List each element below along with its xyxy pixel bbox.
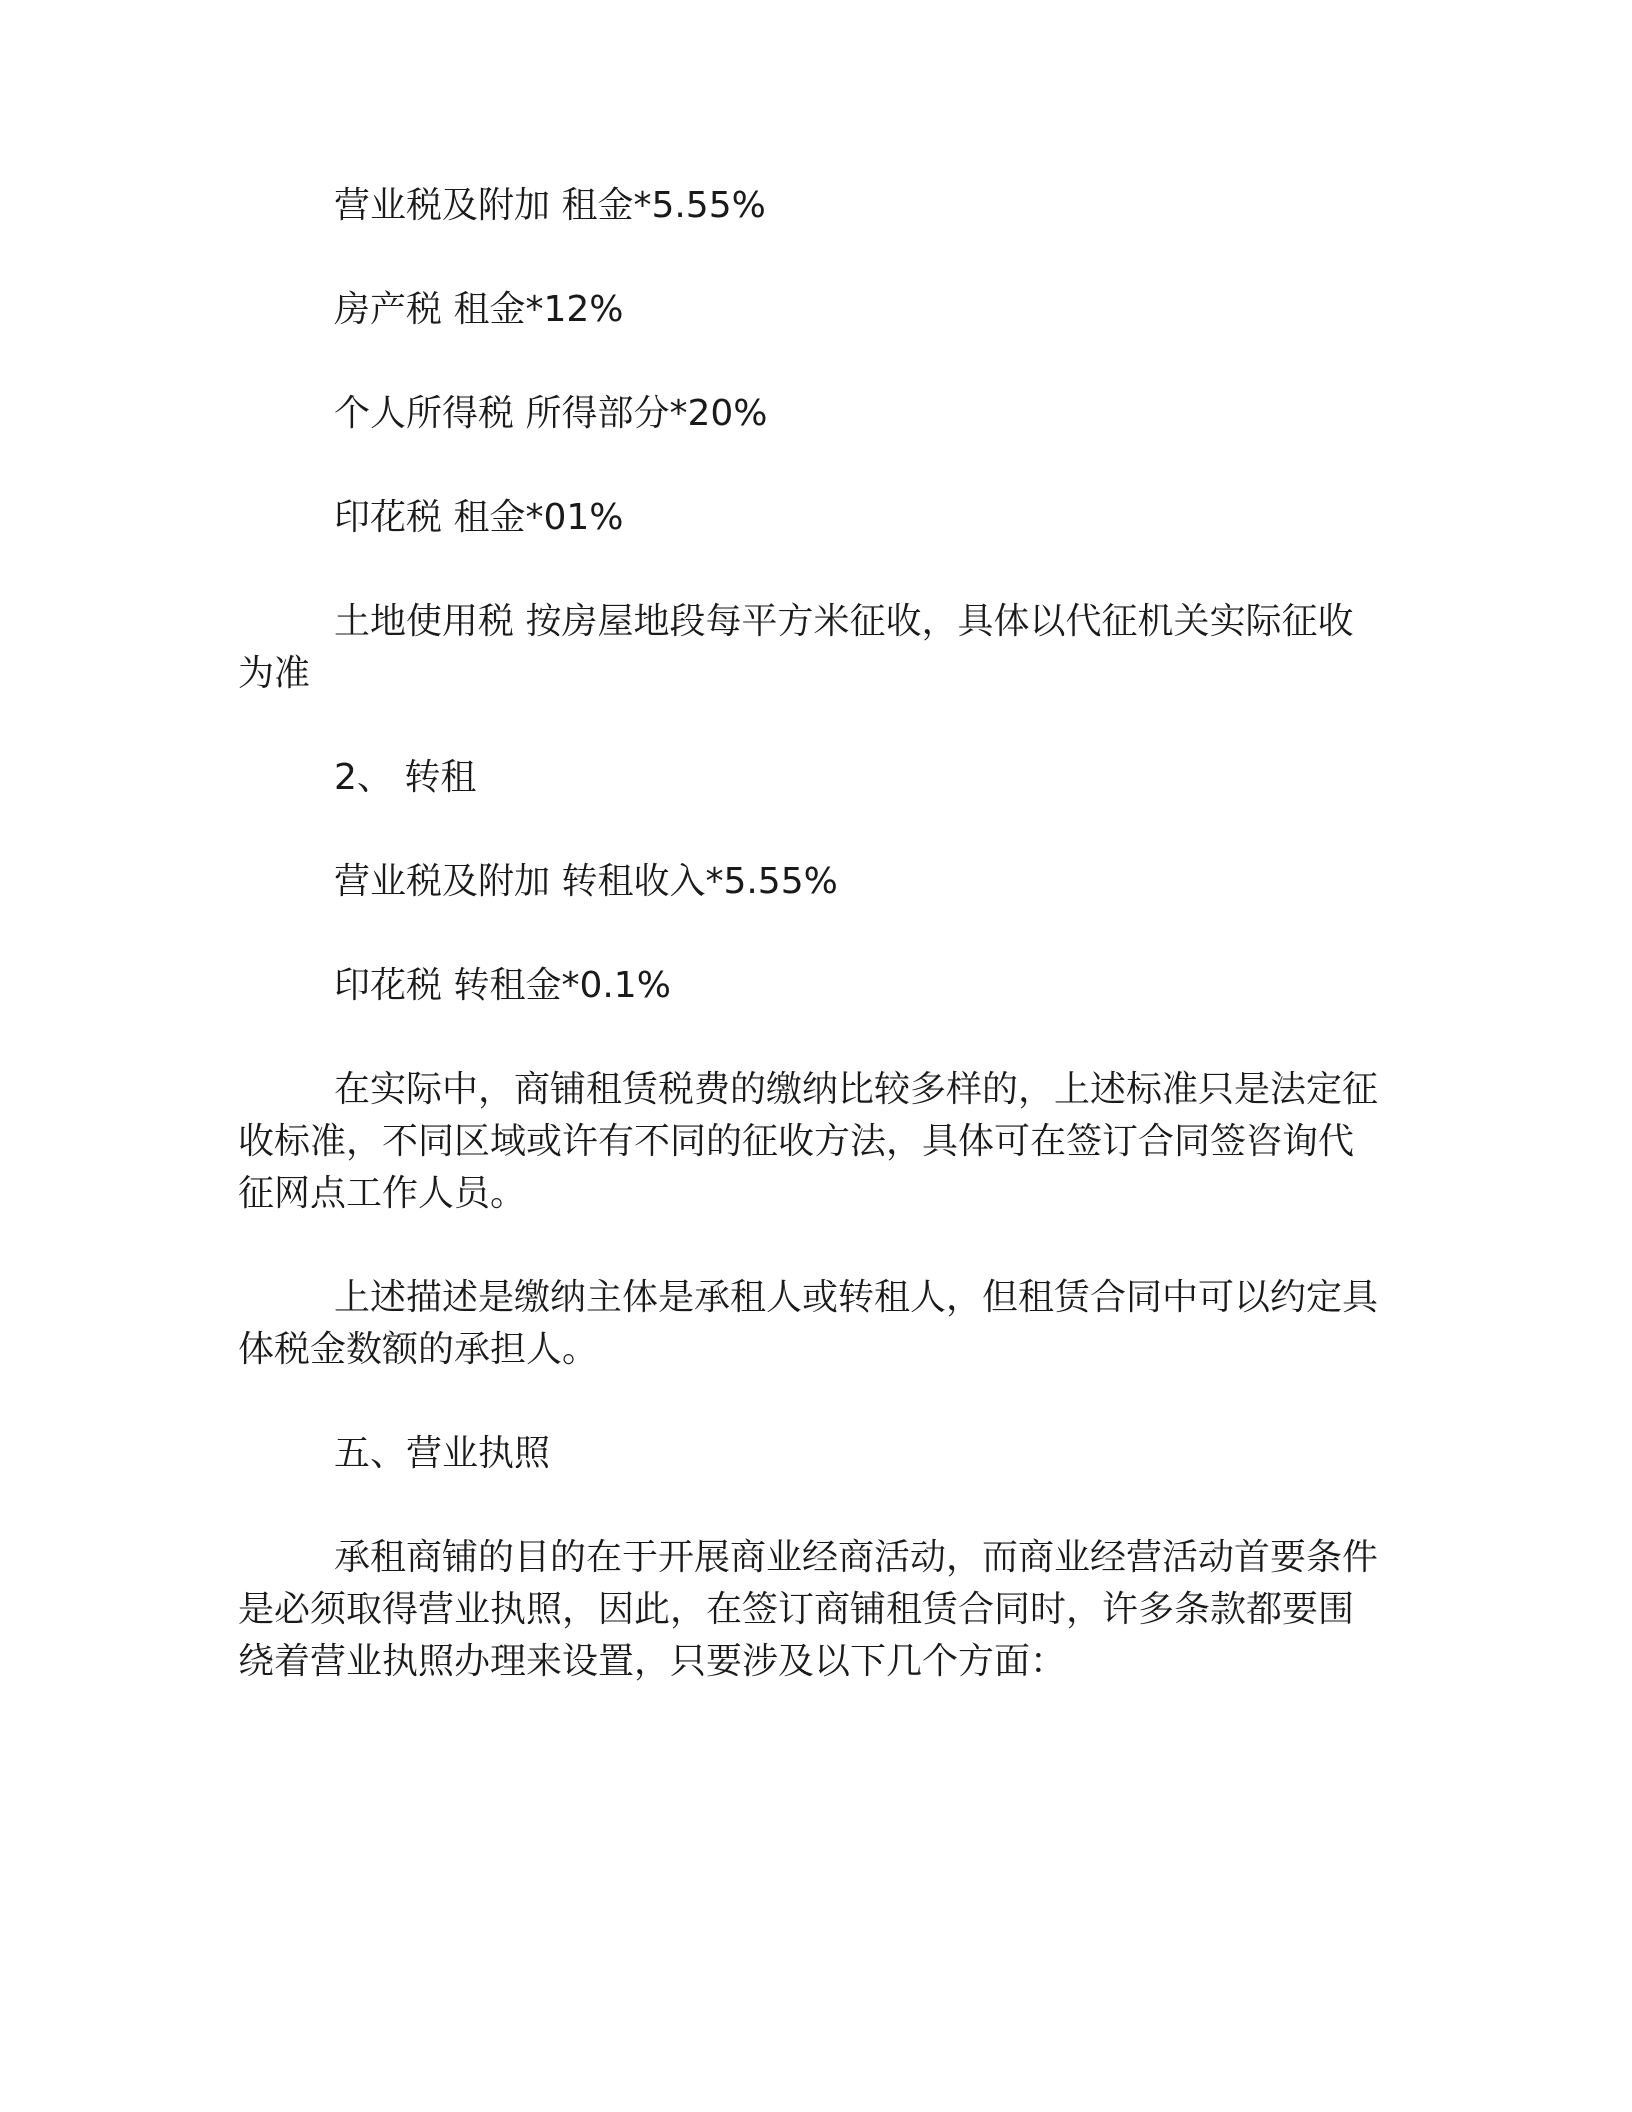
document-body — [238, 180, 1388, 1740]
paragraph-payer-note: 上述描述是缴纳主体是承租人或转租人，但租赁合同中可以约定具体税金数额的承担人。 — [238, 1277, 1379, 1370]
section-heading-sublease: 2、 转租 — [334, 757, 477, 798]
paragraph-land-use-tax: 土地使用税 按房屋地段每平方米征收，具体以代征机关实际征收为准 — [238, 601, 1354, 694]
paragraph-business-tax: 营业税及附加 租金*5.55% — [334, 185, 766, 226]
paragraph-sublease-business-tax: 营业税及附加 转租收入*5.55% — [334, 861, 838, 902]
section-heading-business-license: 五、营业执照 — [334, 1433, 551, 1474]
paragraph-stamp-tax: 印花税 租金*01% — [334, 497, 624, 538]
paragraph-sublease-stamp-tax: 印花税 转租金*0.1% — [334, 965, 671, 1006]
paragraph-practice-note: 在实际中，商铺租赁税费的缴纳比较多样的，上述标准只是法定征收标准，不同区域或许有不同的征收方法，具体可在签订合同签咨询代征网点工作人员。 — [238, 1069, 1379, 1214]
paragraph-business-license: 承租商铺的目的在于开展商业经商活动，而商业经营活动首要条件是必须取得营业执照，因此，在签订商铺租赁合同时，许多条款都要围绕着营业执照办理来设置，只要涉及以下几个方面： — [238, 1537, 1379, 1682]
paragraph-income-tax: 个人所得税 所得部分*20% — [334, 393, 768, 434]
paragraph-property-tax: 房产税 租金*12% — [334, 289, 624, 330]
